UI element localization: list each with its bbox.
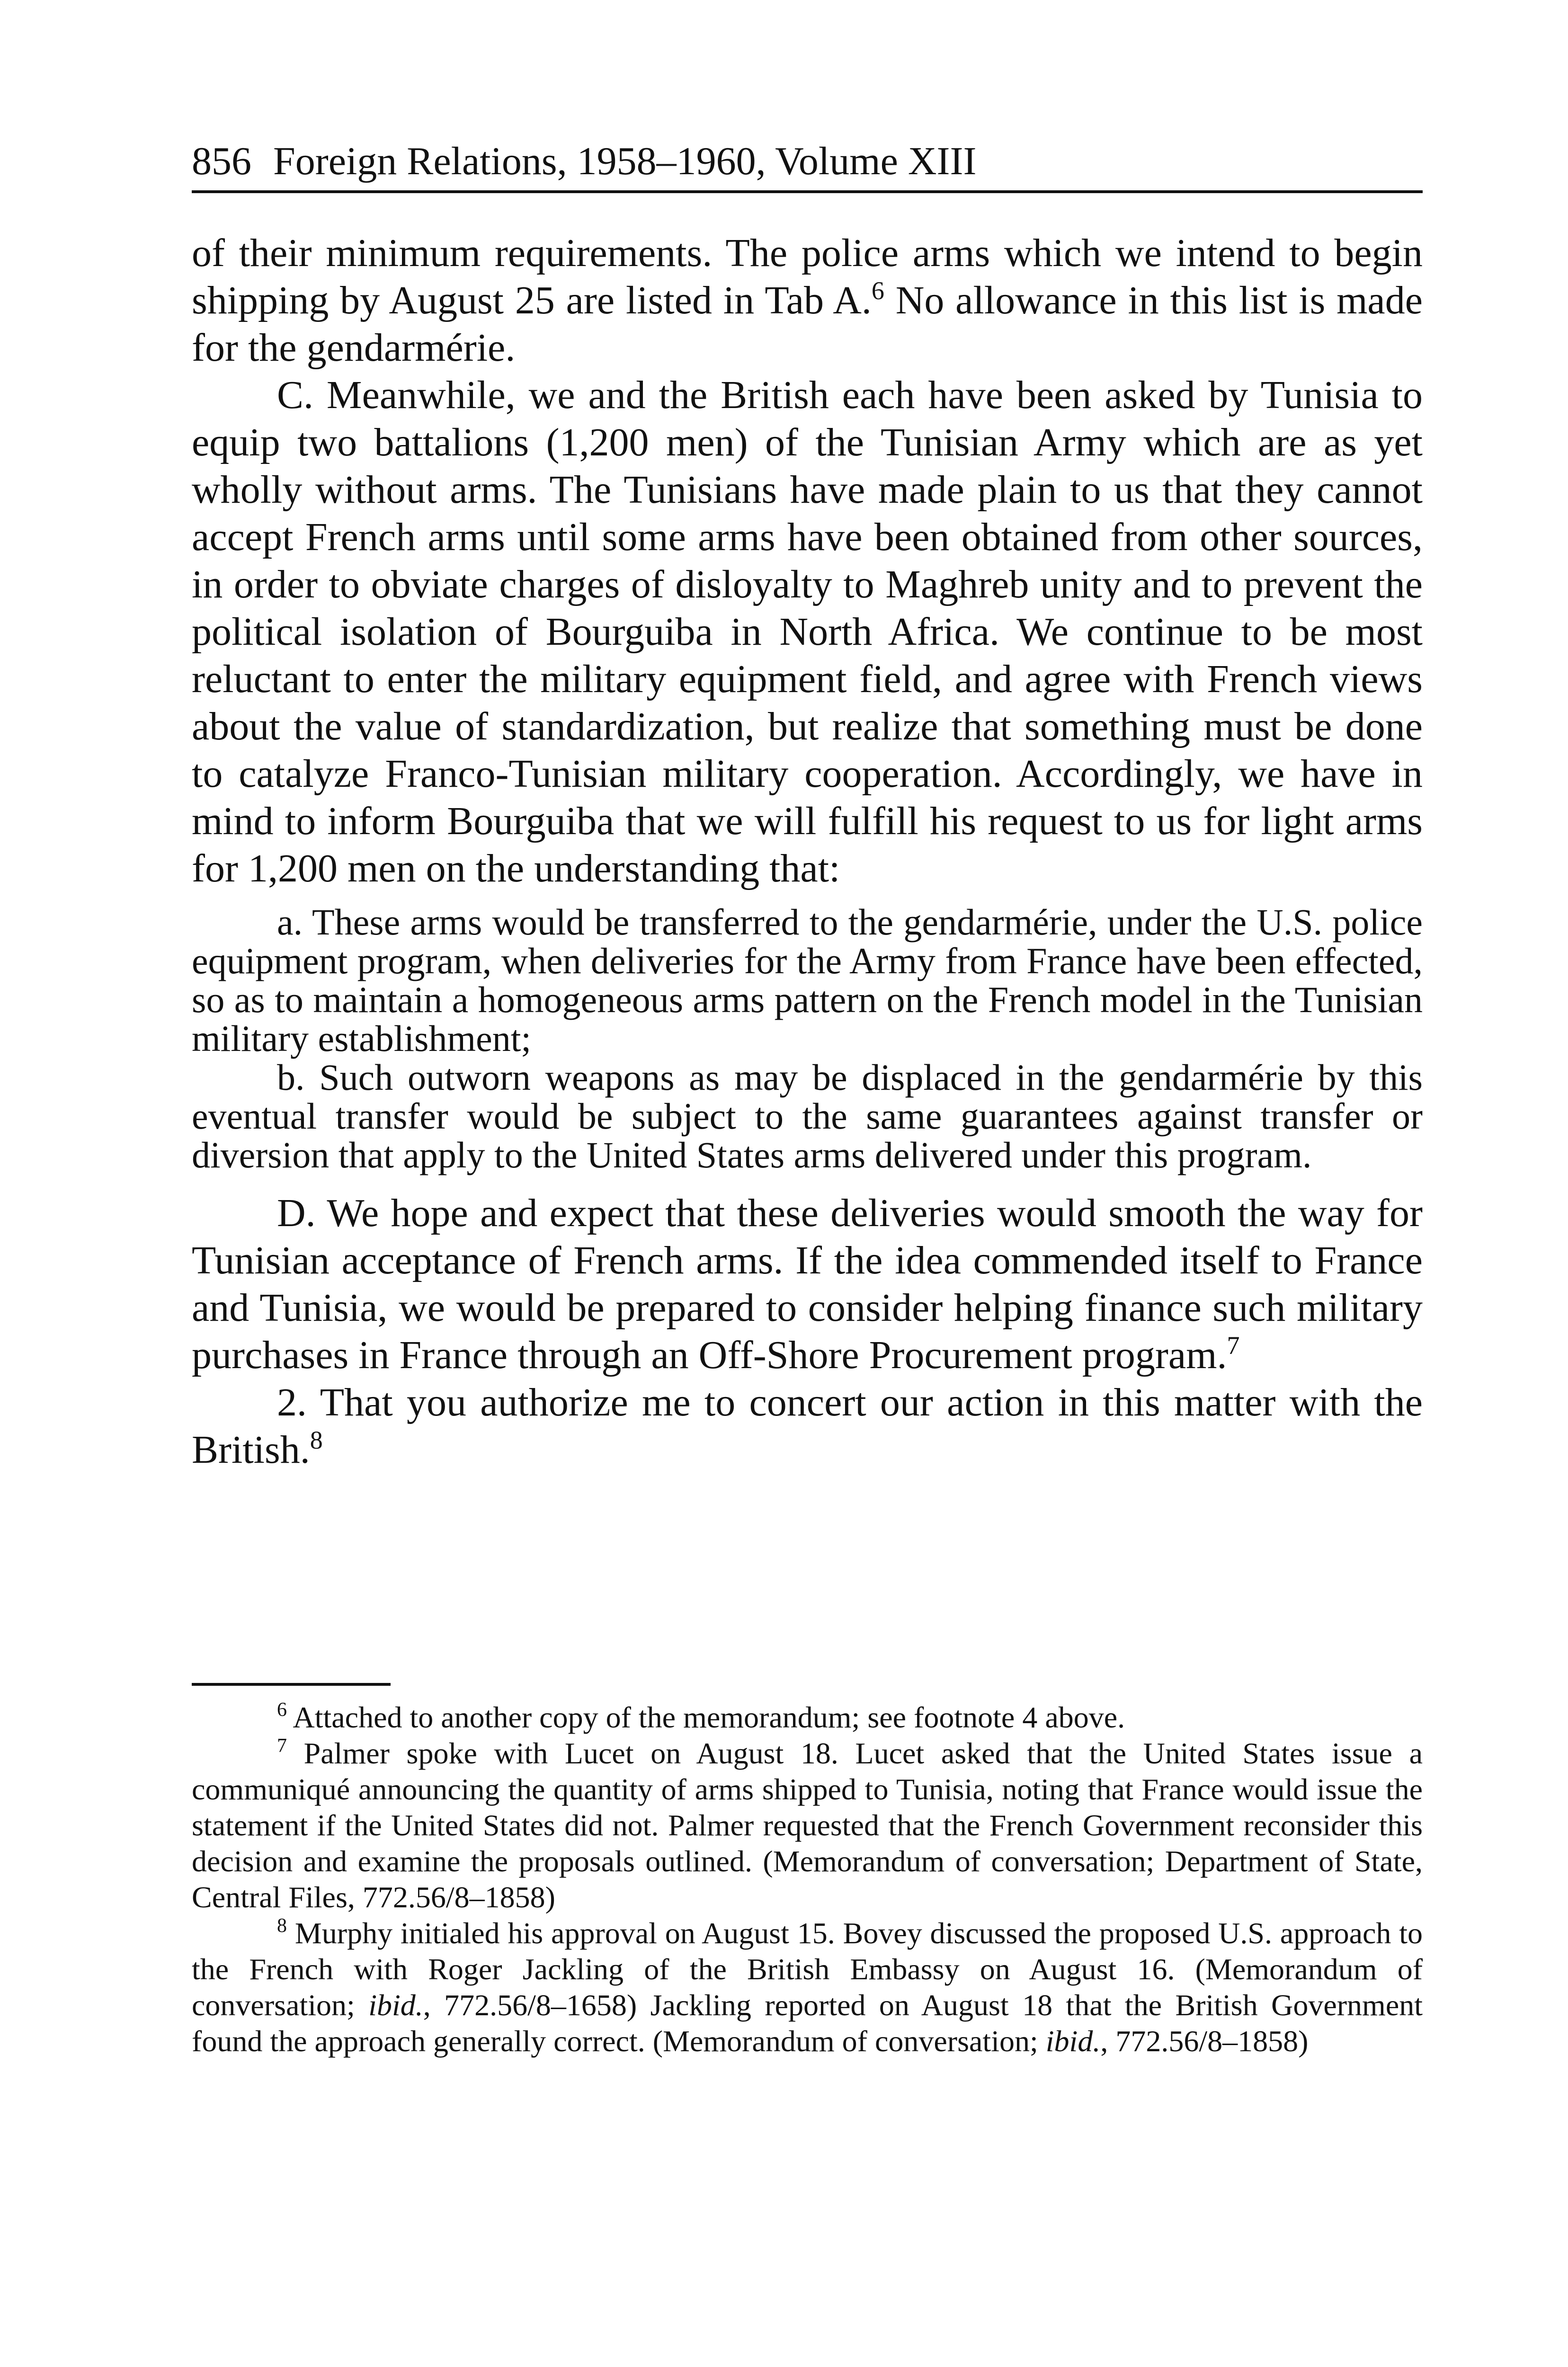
footnote-ref-6: 6 xyxy=(871,276,884,305)
paragraph-text: of their minimum requirements. The police arms which we intend to begin shipping by August 25 are listed in Tab A. xyxy=(192,231,1423,322)
ibid-citation: ibid. xyxy=(368,1988,423,2022)
running-head xyxy=(192,135,1423,187)
header-rule xyxy=(192,190,1423,193)
paragraph-text: 2. That you authorize me to concert our action in this matter with the British. xyxy=(192,1380,1423,1472)
paragraph-2 xyxy=(192,1379,1423,1474)
running-title: Foreign Relations, 1958–1960, Volume XIII xyxy=(273,139,977,183)
footnote-7 xyxy=(192,1735,1423,1915)
ibid-citation: ibid. xyxy=(1045,2024,1101,2058)
paragraph-continuation xyxy=(192,230,1423,372)
footnote-rule xyxy=(192,1683,391,1686)
footnote-ref-7: 7 xyxy=(1227,1331,1240,1360)
conditions-list xyxy=(192,903,1423,1175)
paragraph-d xyxy=(192,1190,1423,1379)
paragraph-text: D. We hope and expect that these deliveries would smooth the way for Tunisian acceptance of French arms. If the idea commended itself to France and Tunisia, we would be prepared to consider helping finance such military purchases in France through an Off-Shore Procurement program. xyxy=(192,1191,1423,1377)
paragraph-text-tail: No allowance in this list is made for the gendarmérie. xyxy=(192,278,1423,370)
footnote-text: Palmer spoke with Lucet on August 18. Lucet asked that the United States issue a communiqué announcing the quantity of arms shipped to Tunisia, noting that France would issue the statement if the United States did not. Palmer requested that the French Government reconsider this decision and examine the proposals outlined. (Memorandum of conversation; Department of State, Central Files, 772.56/8–1858) xyxy=(192,1736,1423,1914)
footnote-ref-8: 8 xyxy=(310,1426,323,1454)
footnote-6 xyxy=(192,1700,1423,1735)
footnote-text: Attached to another copy of the memorandum; see footnote 4 above. xyxy=(293,1700,1125,1734)
footnote-text: Murphy initialed his approval on August 15. Bovey discussed the proposed U.S. approach to the French with Roger Jackling of the British Embassy on August 16. (Memorandum of conversation; xyxy=(192,1916,1423,2022)
footnote-number: 8 xyxy=(277,1915,287,1937)
footnote-number: 7 xyxy=(277,1735,287,1757)
footnote-8 xyxy=(192,1915,1423,2059)
list-item-b: b. Such outworn weapons as may be displaced in the gendarmérie by this eventual transfer would be subject to the same guarantees against transfer or diversion that apply to the United States arms delivered under this program. xyxy=(192,1057,1423,1175)
footnote-number: 6 xyxy=(277,1699,287,1721)
paragraph-c: C. Meanwhile, we and the British each have been asked by Tunisia to equip two battalions (1,200 men) of the Tunisian Army which are as yet wholly without arms. The Tunisians have made plain to us that they cannot accept French arms until some arms have been obtained from other sources, in order to obviate charges of disloyalty to Maghreb unity and to prevent the political isolation of Bourguiba in North Africa. We continue to be most reluctant to enter the military equipment field, and agree with French views about the value of standardization, but realize that something must be done to catalyze Franco-Tunisian military cooperation. Accordingly, we have in mind to inform Bourguiba that we will fulfill his request to us for light arms for 1,200 men on the understanding that: xyxy=(192,373,1423,890)
page-number: 856 xyxy=(192,139,251,183)
footnotes xyxy=(192,1700,1423,2059)
list-item-a: a. These arms would be transferred to the gendarmérie, under the U.S. police equipment program, when deliveries for the Army from France have been effected, so as to maintain a homogeneous arms pattern on the French model in the Tunisian military establishment; xyxy=(192,901,1423,1059)
footnote-text: , 772.56/8–1858) xyxy=(1100,2024,1309,2058)
body-text xyxy=(192,230,1423,1474)
footnote-text: , 772.56/8–1658) Jackling reported on August 18 that the British Government found the approach generally correct. (Memorandum of conversation; xyxy=(192,1988,1423,2058)
